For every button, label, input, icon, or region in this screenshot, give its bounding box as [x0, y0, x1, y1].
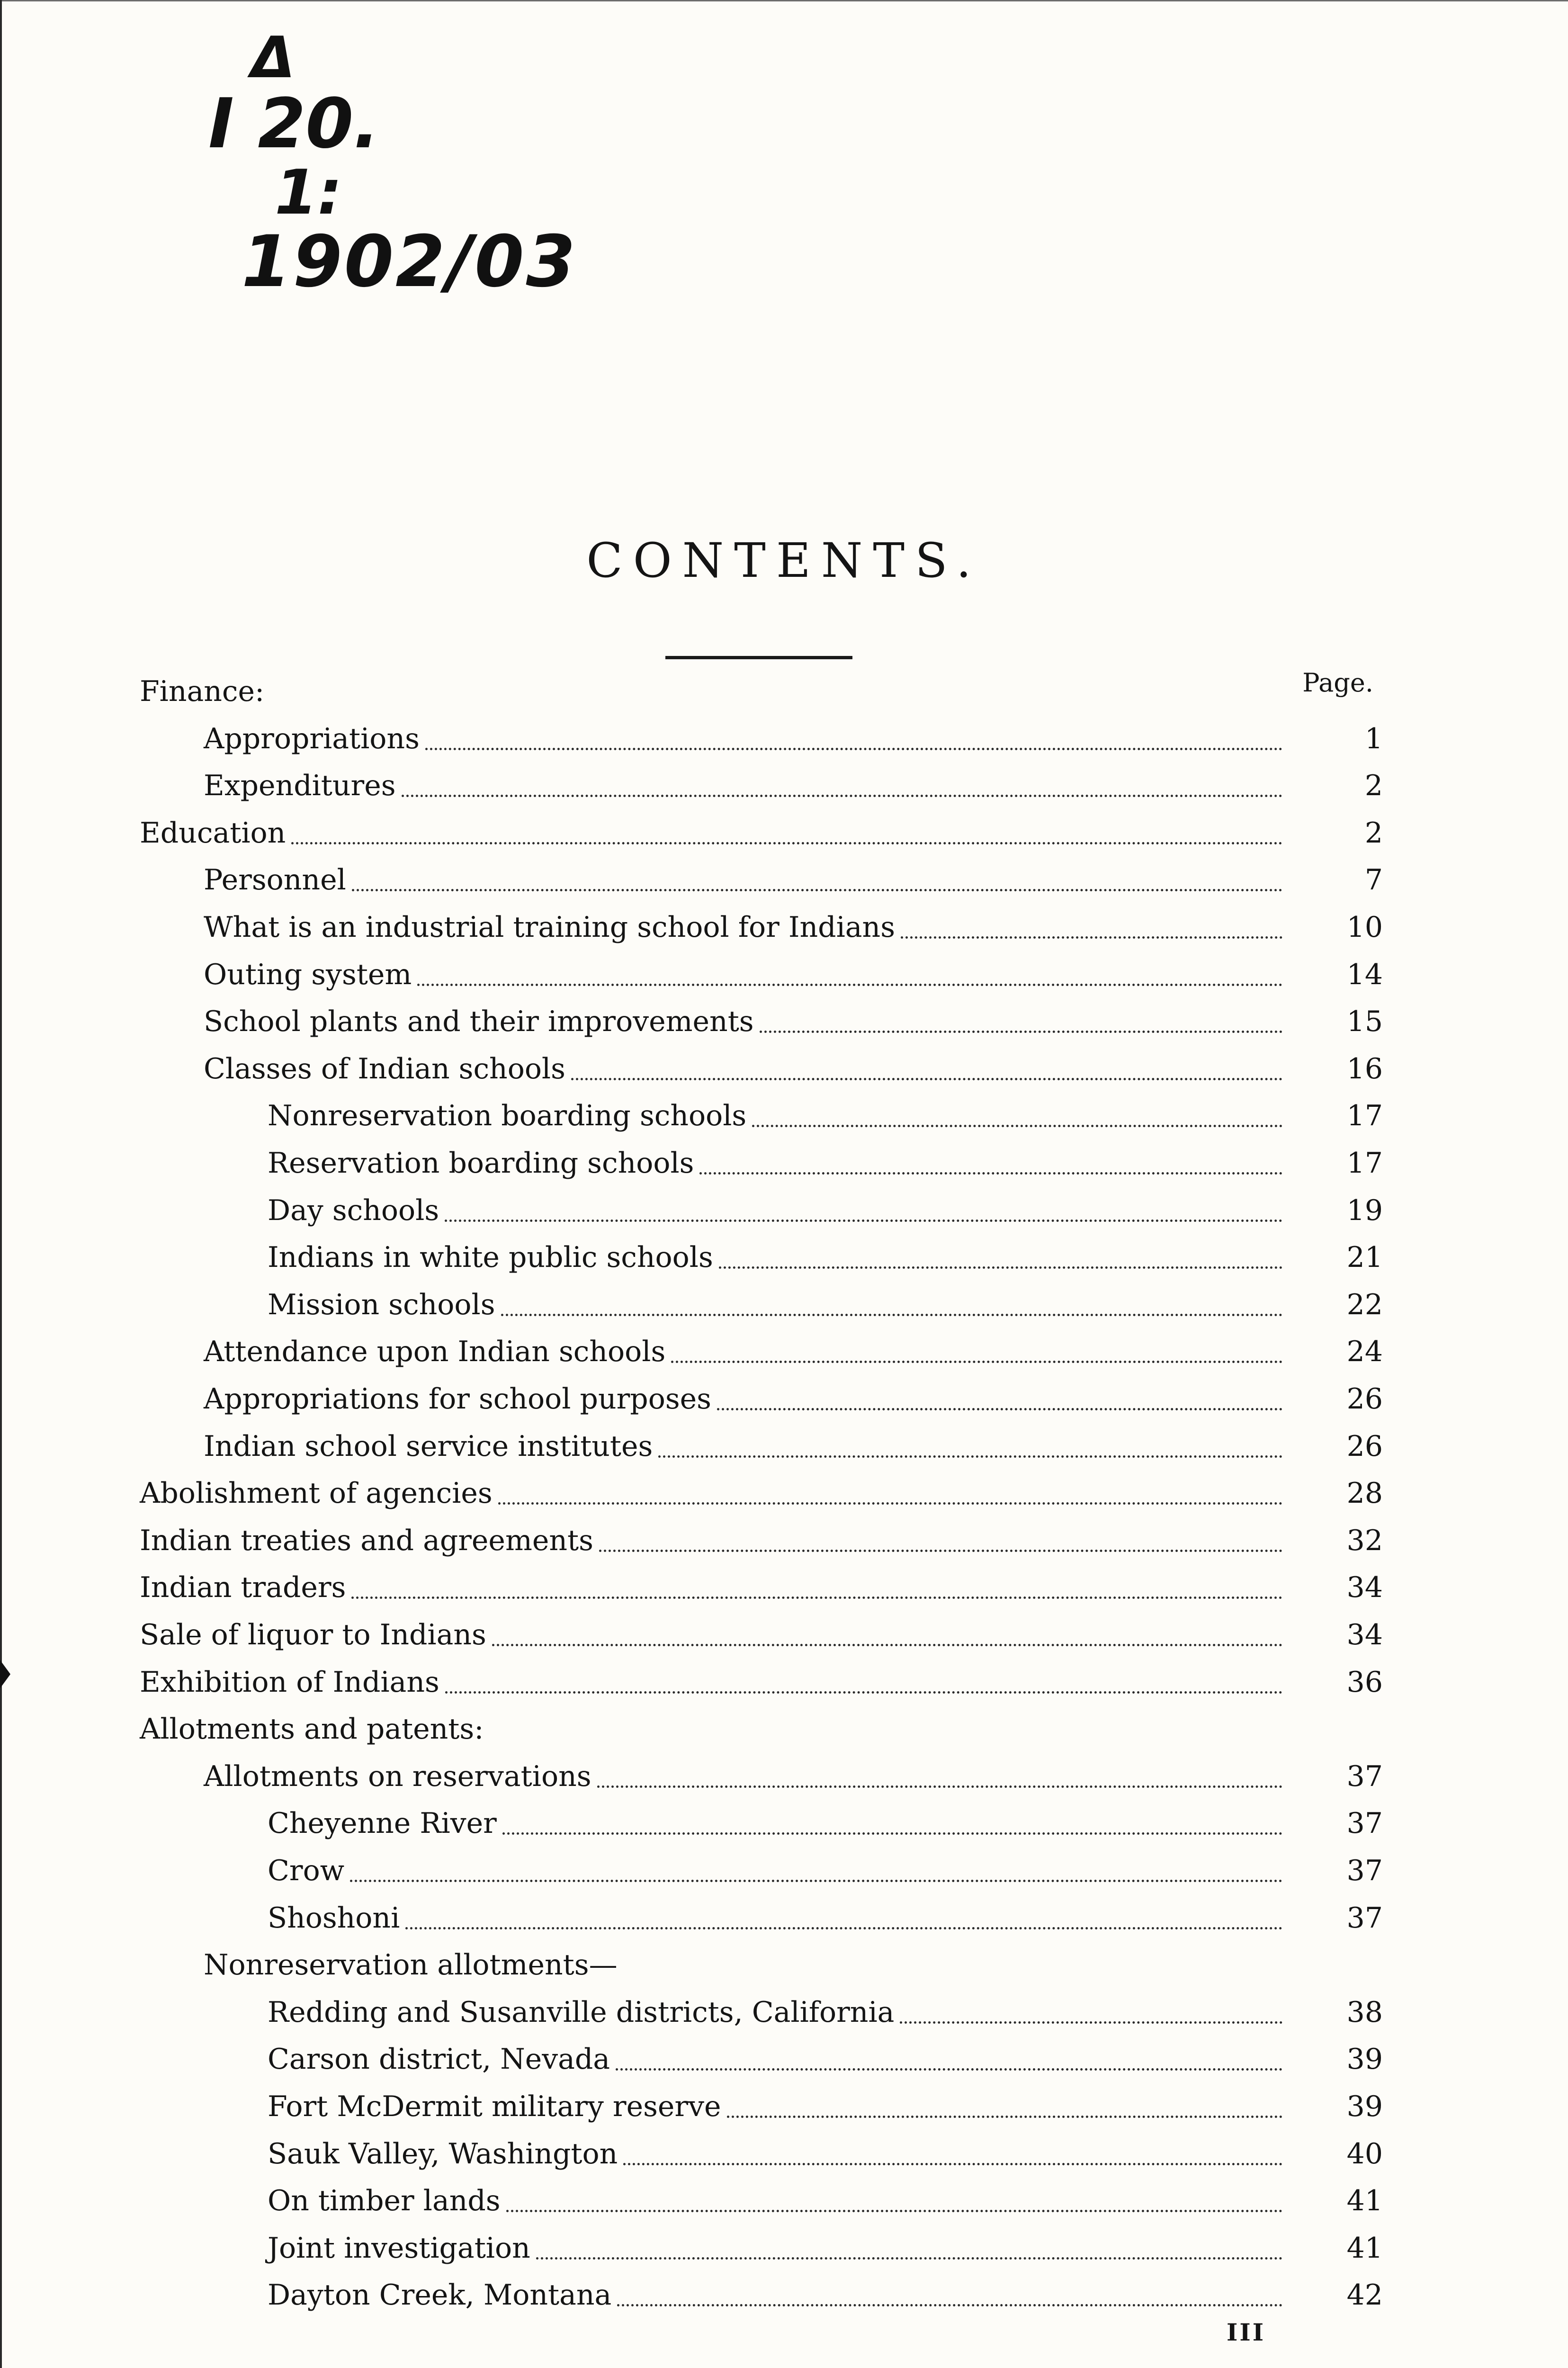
toc-entry — [268, 1192, 1288, 1229]
dot-leader — [571, 1078, 1282, 1080]
toc-entry — [268, 1097, 1288, 1135]
toc-entry-page-number: 21 — [1346, 1241, 1383, 1274]
dot-leader — [445, 1691, 1282, 1694]
toc-entry-label: Indian traders — [140, 1571, 346, 1604]
toc-entry-page-number: 14 — [1346, 958, 1383, 991]
toc-entry — [204, 720, 1288, 758]
toc-entry-label: Attendance upon Indian schools — [204, 1335, 666, 1368]
toc-entry — [140, 1522, 1288, 1560]
toc-entry — [204, 1946, 1288, 1984]
toc-entry — [140, 1569, 1288, 1606]
dot-leader — [445, 1220, 1282, 1222]
toc-entry-label: Nonreservation boarding schools — [268, 1099, 747, 1132]
toc-entry-page-number: 38 — [1346, 1996, 1383, 2029]
toc-entry-page-number: 39 — [1346, 2090, 1383, 2123]
toc-entry — [204, 861, 1288, 899]
toc-entry-label: Indians in white public schools — [268, 1241, 713, 1274]
toc-entry — [204, 767, 1288, 805]
toc-entry-page-number: 39 — [1346, 2043, 1383, 2076]
toc-entry-page-number: 41 — [1346, 2232, 1383, 2265]
handwritten-line-4: 1902/03 — [242, 220, 578, 303]
toc-entry — [140, 1663, 1288, 1701]
dot-leader — [760, 1031, 1282, 1033]
toc-entry-page-number: 42 — [1346, 2278, 1383, 2312]
toc-entry-page-number: 36 — [1346, 1666, 1383, 1699]
page-margin-tab-icon — [0, 1660, 10, 1688]
toc-entry-page-number: 40 — [1346, 2137, 1383, 2171]
handwritten-line-2: I 20. — [208, 84, 380, 164]
toc-entry-page-number: 26 — [1346, 1430, 1383, 1463]
dot-leader — [900, 2021, 1282, 2024]
toc-entry-label: Allotments and patents: — [140, 1713, 484, 1746]
toc-entry-page-number: 37 — [1346, 1760, 1383, 1793]
toc-entry-label: School plants and their improvements — [204, 1005, 754, 1038]
toc-entry — [268, 1804, 1288, 1842]
toc-entry — [268, 1899, 1288, 1937]
toc-entry-label: Indian treaties and agreements — [140, 1524, 593, 1557]
toc-entry-label: Crow — [268, 1854, 345, 1887]
toc-entry-page-number: 26 — [1346, 1382, 1383, 1416]
toc-entry — [204, 1003, 1288, 1040]
toc-entry-label: Finance: — [140, 675, 265, 708]
toc-entry — [140, 1474, 1288, 1512]
toc-entry-label: Indian school service institutes — [204, 1430, 653, 1463]
toc-entry-page-number: 28 — [1346, 1477, 1383, 1510]
toc-entry-label: Mission schools — [268, 1288, 495, 1321]
toc-entry-label: Redding and Susanville districts, California — [268, 1996, 895, 2029]
toc-entry-label: Classes of Indian schools — [204, 1052, 565, 1085]
toc-entry-page-number: 2 — [1364, 769, 1383, 802]
toc-entry-page-number: 10 — [1346, 911, 1383, 944]
dot-leader — [402, 795, 1282, 797]
toc-entry — [268, 1852, 1288, 1890]
dot-leader — [506, 2210, 1282, 2212]
dot-leader — [425, 748, 1282, 750]
toc-entry — [268, 1286, 1288, 1324]
toc-entry-label: Abolishment of agencies — [140, 1477, 493, 1510]
toc-entry — [268, 2135, 1288, 2173]
toc-entry — [204, 908, 1288, 946]
dot-leader — [658, 1455, 1282, 1458]
page-edge-left — [0, 0, 2, 2368]
dot-leader — [623, 2163, 1282, 2165]
dot-leader — [671, 1361, 1282, 1363]
toc-entry-label: Expenditures — [204, 769, 396, 802]
dot-leader — [405, 1927, 1282, 1929]
toc-entry-page-number: 17 — [1346, 1147, 1383, 1180]
toc-entry-label: Sale of liquor to Indians — [140, 1618, 486, 1651]
toc-entry-label: Nonreservation allotments— — [204, 1948, 618, 1982]
toc-entry — [204, 1427, 1288, 1465]
page-column-header: Page. — [1302, 668, 1373, 698]
toc-entry-page-number: 16 — [1346, 1052, 1383, 1085]
dot-leader — [502, 1832, 1282, 1835]
toc-entry — [268, 2182, 1288, 2220]
toc-entry — [204, 1380, 1288, 1418]
dot-leader — [501, 1314, 1283, 1316]
handwritten-call-number — [199, 25, 578, 303]
dot-leader — [492, 1644, 1282, 1646]
toc-entry-label: Education — [140, 816, 286, 850]
dot-leader — [352, 889, 1282, 891]
toc-entry — [204, 1333, 1288, 1371]
toc-entry-label: Reservation boarding schools — [268, 1147, 694, 1180]
toc-entry-page-number: 34 — [1346, 1571, 1383, 1604]
dot-leader — [291, 842, 1282, 844]
toc-entry — [204, 1758, 1288, 1795]
toc-entry-page-number: 37 — [1346, 1902, 1383, 1935]
toc-entry-label: Fort McDermit military reserve — [268, 2090, 721, 2123]
page-edge-top — [0, 0, 1568, 1]
toc-entry-page-number: 19 — [1346, 1194, 1383, 1227]
toc-entry-page-number: 41 — [1346, 2184, 1383, 2217]
dot-leader — [350, 1880, 1282, 1882]
toc-entry-page-number: 37 — [1346, 1854, 1383, 1887]
toc-entry — [140, 1710, 1288, 1748]
toc-entry-label: Shoshoni — [268, 1902, 400, 1935]
toc-entry — [268, 2276, 1288, 2314]
toc-entry-label: On timber lands — [268, 2184, 501, 2217]
dot-leader — [536, 2257, 1282, 2260]
dot-leader — [901, 936, 1282, 939]
toc-entry-label: Day schools — [268, 1194, 439, 1227]
dot-leader — [351, 1597, 1282, 1599]
toc-entry — [140, 673, 1288, 710]
toc-entry — [268, 2229, 1288, 2267]
title-rule — [665, 656, 852, 659]
dot-leader — [417, 984, 1282, 986]
dot-leader — [717, 1408, 1282, 1410]
toc-entry-page-number: 2 — [1364, 816, 1383, 850]
dot-leader — [752, 1125, 1282, 1127]
toc-entry-label: What is an industrial training school for Indians — [204, 911, 895, 944]
toc-entry-label: Joint investigation — [268, 2232, 530, 2265]
page-title: CONTENTS. — [586, 533, 982, 588]
folio-number: III — [1227, 2318, 1266, 2346]
toc-entry-label: Dayton Creek, Montana — [268, 2278, 612, 2312]
toc-entry-page-number: 1 — [1364, 722, 1383, 755]
toc-entry-page-number: 24 — [1346, 1335, 1383, 1368]
toc-entry-label: Cheyenne River — [268, 1807, 497, 1840]
toc-entry-label: Exhibition of Indians — [140, 1666, 439, 1699]
toc-entry — [268, 1238, 1288, 1276]
dot-leader — [617, 2304, 1282, 2306]
handwritten-line-3: 1: — [275, 156, 342, 229]
handwritten-line-1: Δ — [251, 25, 295, 91]
toc-entry-label: Outing system — [204, 958, 412, 991]
toc-entry-label: Allotments on reservations — [204, 1760, 591, 1793]
toc-entry-page-number: 17 — [1346, 1099, 1383, 1132]
dot-leader — [727, 2116, 1282, 2118]
toc-entry — [140, 814, 1288, 852]
dot-leader — [597, 1785, 1283, 1788]
toc-entry-page-number: 37 — [1346, 1807, 1383, 1840]
toc-entry-label: Carson district, Nevada — [268, 2043, 610, 2076]
toc-entry-page-number: 15 — [1346, 1005, 1383, 1038]
toc-entry-label: Appropriations for school purposes — [204, 1382, 711, 1416]
dot-leader — [599, 1550, 1282, 1552]
toc-entry-page-number: 34 — [1346, 1618, 1383, 1651]
toc-entry-label: Appropriations — [204, 722, 420, 755]
toc-entry — [268, 2040, 1288, 2078]
toc-entry — [268, 2088, 1288, 2126]
toc-entry-page-number: 32 — [1346, 1524, 1383, 1557]
toc-entry-label: Personnel — [204, 863, 346, 897]
toc-entry-page-number: 7 — [1364, 863, 1383, 897]
dot-leader — [719, 1266, 1282, 1269]
toc-entry — [140, 1616, 1288, 1654]
toc-entry — [204, 1050, 1288, 1088]
toc-entry-label: Sauk Valley, Washington — [268, 2137, 618, 2171]
toc-entry-page-number: 22 — [1346, 1288, 1383, 1321]
toc-entry — [204, 956, 1288, 994]
dot-leader — [616, 2068, 1282, 2071]
toc-entry — [268, 1993, 1288, 2031]
toc-entry — [268, 1144, 1288, 1182]
dot-leader — [699, 1172, 1282, 1175]
dot-leader — [498, 1502, 1282, 1505]
